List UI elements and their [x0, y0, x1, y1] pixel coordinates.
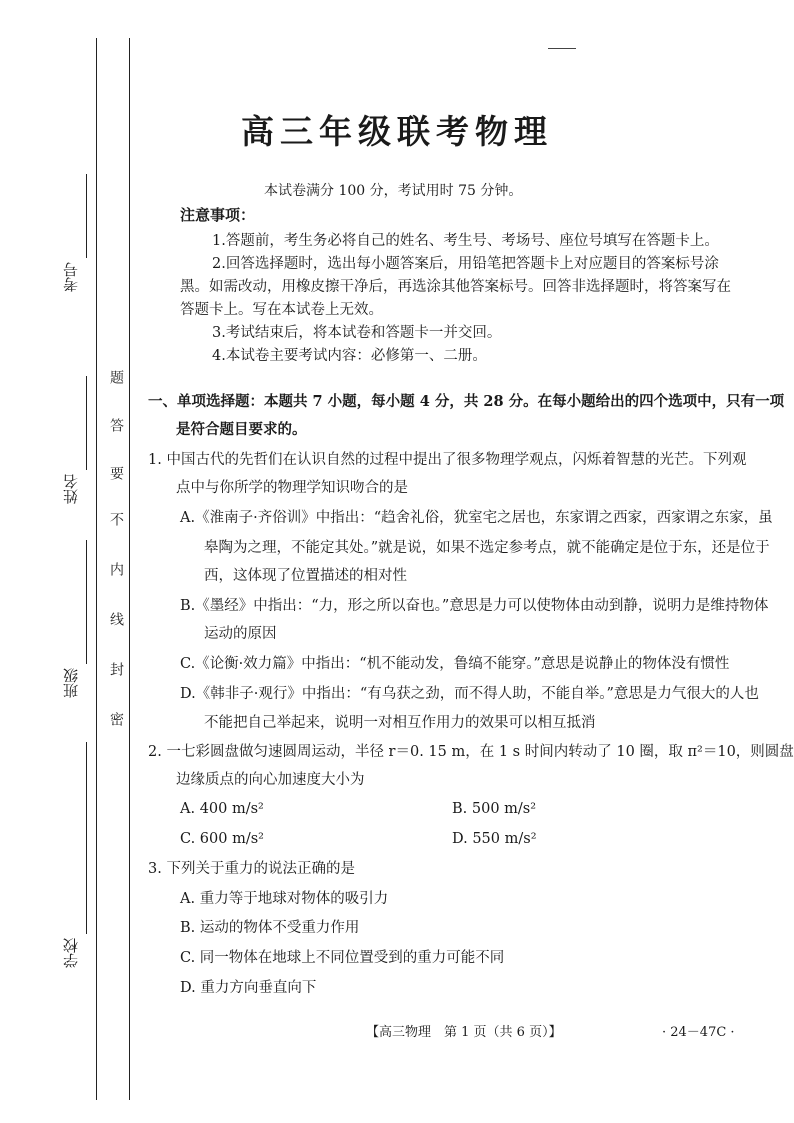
notes-item: 3.考试结束后，将本试卷和答题卡一并交回。	[212, 325, 502, 341]
question-2-option-d: D. 550 m/s²	[452, 831, 537, 847]
top-dash	[548, 48, 576, 49]
question-1-stem: 1. 中国古代的先哲们在认识自然的过程中提出了很多物理学观点，闪烁着智慧的光芒。下列观	[148, 452, 747, 468]
question-2-stem: 2. 一七彩圆盘做匀速圆周运动，半径 r＝0. 15 m，在 1 s 时间内转动了 10 圈，取 π²＝10，则圆盘	[148, 744, 794, 760]
page-footer: 【高三物理 第 1 页（共 6 页）】	[366, 1025, 562, 1040]
seal-char-8: 题	[108, 370, 124, 384]
notes-heading: 注意事项：	[180, 206, 256, 224]
seal-char-2: 封	[108, 662, 124, 676]
question-2-stem-cont: 边缘质点的向心加速度大小为	[176, 772, 365, 788]
notes-item: 答题卡上。写在本试卷上无效。	[180, 302, 383, 318]
notes-item: 1.答题前，考生务必将自己的姓名、考生号、考场号、座位号填写在答题卡上。	[212, 233, 719, 249]
seal-char-4: 内	[108, 562, 124, 576]
question-3-stem: 3. 下列关于重力的说法正确的是	[148, 861, 355, 877]
section-heading-cont: 是符合题目要求的。	[176, 421, 307, 438]
name-label: 姓名	[62, 474, 80, 504]
notes-item: 黑。如需改动，用橡皮擦干净后，再选涂其他答案标号。回答非选择题时，将答案写在	[180, 279, 731, 295]
question-1-option-a: A.《淮南子·齐俗训》中指出：“趋舍礼俗，犹室宅之居也，东家谓之西家，西家谓之东家，虽	[180, 510, 773, 526]
question-3-option-d: D. 重力方向垂直向下	[180, 980, 317, 996]
question-1-option-d-cont: 不能把自己举起来，说明一对相互作用力的效果可以相互抵消	[204, 715, 596, 731]
section-heading: 一、单项选择题：本题共 7 小题，每小题 4 分，共 28 分。在每小题给出的四个选项中，只有一项	[148, 393, 785, 410]
seal-char-5: 不	[108, 512, 124, 526]
question-1-option-a-cont: 西，这体现了位置描述的相对性	[204, 568, 407, 584]
exam-number-label: 考号	[62, 262, 80, 292]
page-title: 高三年级联考物理	[241, 112, 553, 151]
question-1-option-b-cont: 运动的原因	[204, 626, 277, 642]
school-label: 学校	[62, 938, 80, 968]
question-3-option-c: C. 同一物体在地球上不同位置受到的重力可能不同	[180, 950, 505, 966]
binding-line-left	[96, 38, 97, 1100]
question-2-option-b: B. 500 m/s²	[452, 801, 537, 817]
seal-char-3: 线	[108, 612, 124, 626]
question-3-option-b: B. 运动的物体不受重力作用	[180, 920, 360, 936]
class-blank	[86, 540, 87, 664]
notes-item: 2.回答选择题时，选出每小题答案后，用铅笔把答题卡上对应题目的答案标号涂	[212, 256, 719, 272]
exam-subtitle: 本试卷满分 100 分，考试用时 75 分钟。	[264, 183, 523, 199]
question-1-option-a-cont: 皋陶为之理，不能定其处。”就是说，如果不选定参考点，就不能确定是位于东，还是位于	[204, 540, 770, 556]
question-1-option-d: D.《韩非子·观行》中指出：“有乌获之劲，而不得人助，不能自举。”意思是力气很大的人也	[180, 686, 759, 702]
question-1-option-c: C.《论衡·效力篇》中指出：“机不能动发，鲁缟不能穿。”意思是说静止的物体没有惯性	[180, 656, 730, 672]
binding-line-right	[129, 38, 130, 1100]
exam-code: · 24－47C ·	[662, 1025, 735, 1040]
question-1-stem-cont: 点中与你所学的物理学知识吻合的是	[176, 480, 408, 496]
notes-item: 4.本试卷主要考试内容：必修第一、二册。	[212, 348, 487, 364]
question-3-option-a: A. 重力等于地球对物体的吸引力	[180, 891, 389, 907]
seal-char-1: 密	[108, 712, 124, 726]
exam-number-blank	[86, 174, 87, 258]
question-1-option-b: B.《墨经》中指出：“力，形之所以奋也。”意思是力可以使物体由动到静，说明力是维持物体	[180, 598, 769, 614]
name-blank	[86, 376, 87, 470]
school-blank	[86, 742, 87, 934]
class-label: 班级	[62, 668, 80, 698]
seal-char-6: 要	[108, 466, 124, 480]
question-2-option-c: C. 600 m/s²	[180, 831, 264, 847]
question-2-option-a: A. 400 m/s²	[180, 801, 264, 817]
seal-char-7: 答	[108, 418, 124, 432]
